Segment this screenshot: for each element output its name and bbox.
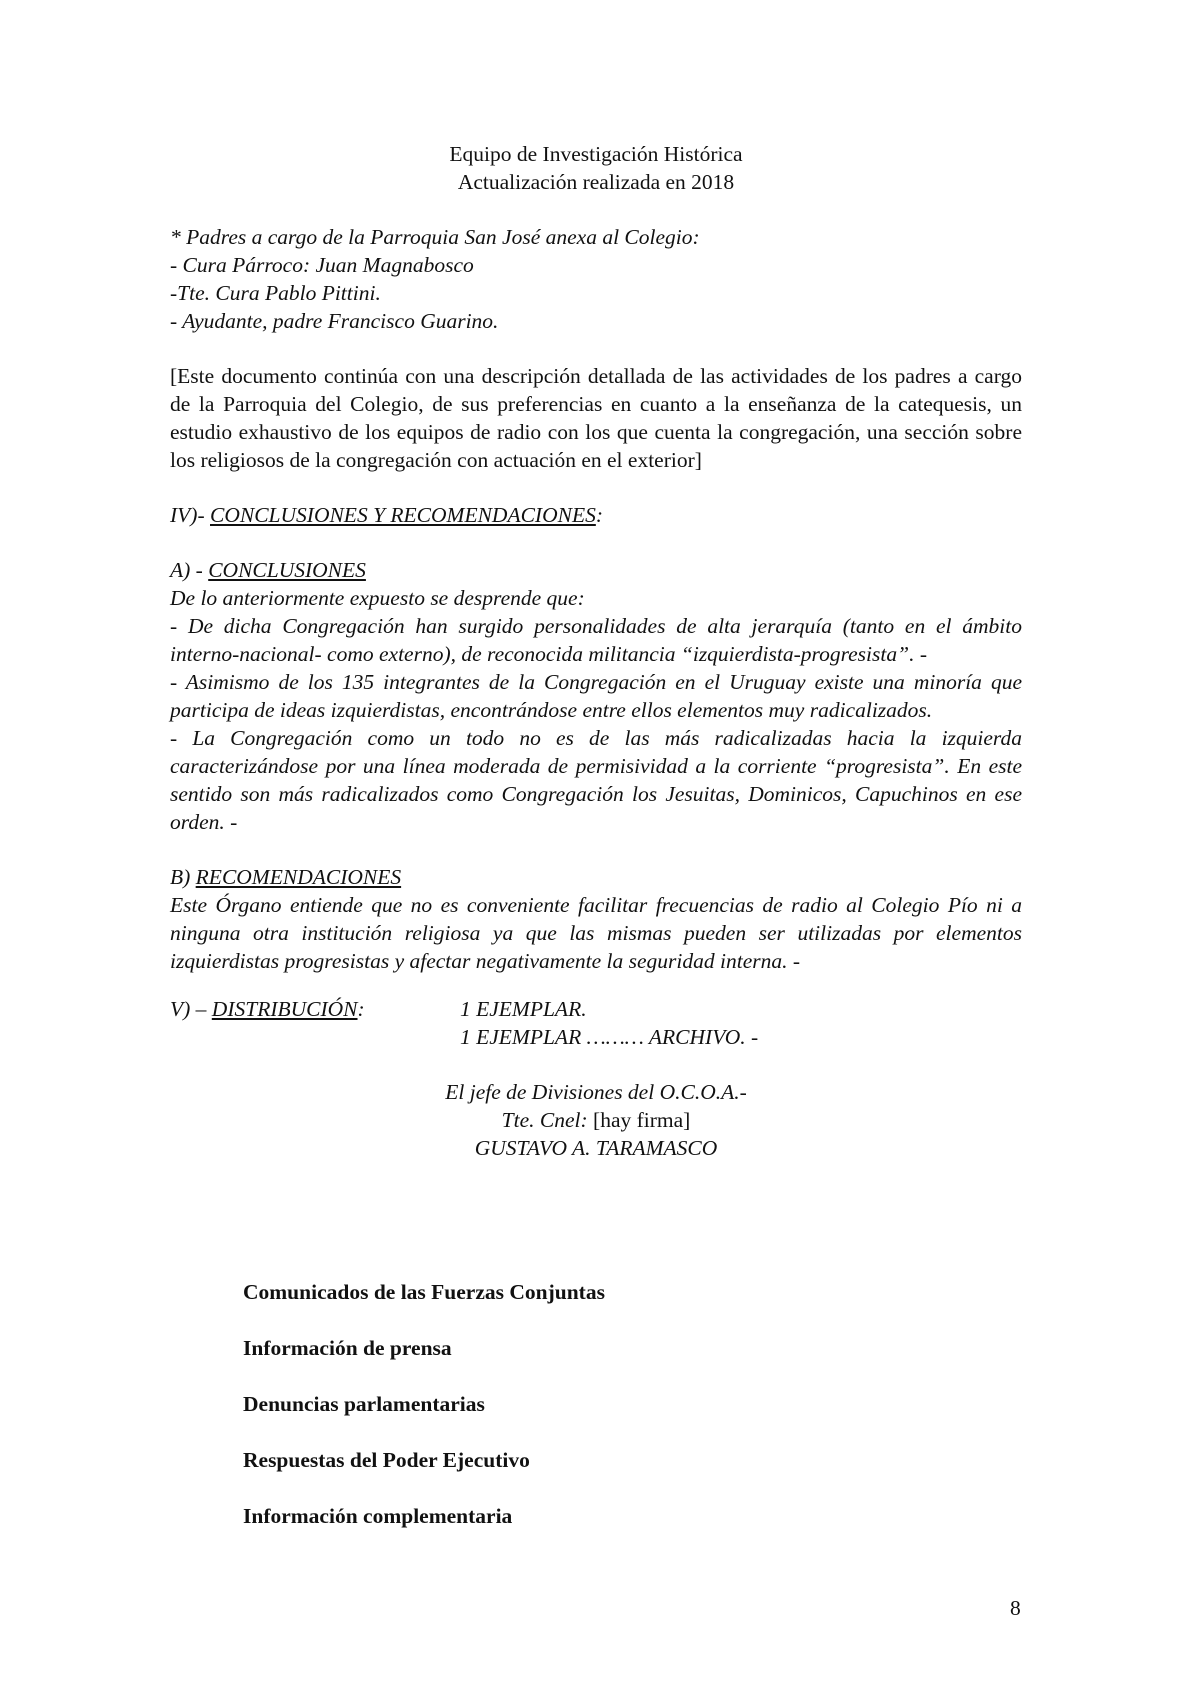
section-iv-heading [170, 501, 1022, 529]
distribution-section [170, 995, 1022, 1051]
conclusions-lead: De lo anteriormente expuesto se desprende que: [170, 586, 585, 610]
distribution-title: DISTRIBUCIÓN [211, 997, 358, 1021]
recommendations-section [170, 863, 1022, 975]
document-body [170, 140, 1022, 1162]
distribution-suffix: : [357, 997, 365, 1021]
distribution-line: 1 EJEMPLAR. [460, 997, 587, 1021]
link-respuestas-ejecutivo[interactable]: Respuestas del Poder Ejecutivo [243, 1448, 530, 1472]
signature-role: El jefe de Divisiones del O.C.O.A.- [445, 1080, 747, 1104]
editorial-note: [Este documento continúa con una descripción detallada de las actividades de los padres a cargo de la Parroquia del Colegio, de sus preferencias en cuanto a la enseñanza de la catequesis, un estudio exhaustivo de los equipos de radio con los que cuenta la congregación, una sección sobre los religiosos de la congregación con actuación en el exterior] [170, 364, 1022, 472]
header-update-note: Actualización realizada en 2018 [457, 170, 735, 194]
section-iv-prefix: IV)- [170, 503, 210, 527]
distribution-heading [170, 995, 460, 1051]
parish-section [170, 223, 1022, 335]
signature-mark: [hay firma] [593, 1108, 691, 1132]
signature-block [170, 1078, 1022, 1162]
recommendations-text: Este Órgano entiende que no es conveniente facilitar frecuencias de radio al Colegio Pío ni a ninguna otra institución religiosa ya que las mismas pueden ser utilizadas por elementos izquierdistas progresistas y afectar negativamente la seguridad interna. - [170, 893, 1022, 973]
parish-item: - Cura Párroco: Juan Magnabosco [170, 253, 474, 277]
link-comunicados[interactable]: Comunicados de las Fuerzas Conjuntas [243, 1280, 605, 1304]
recommendations-title: RECOMENDACIONES [195, 865, 402, 889]
link-informacion-complementaria[interactable]: Información complementaria [243, 1504, 513, 1528]
document-header [170, 140, 1022, 196]
conclusions-heading [170, 556, 1022, 584]
page-number: 8 [1010, 1596, 1021, 1620]
conclusions-title: CONCLUSIONES [208, 558, 366, 582]
parish-item: - Ayudante, padre Francisco Guarino. [170, 309, 499, 333]
conclusions-prefix: A) - [170, 558, 209, 582]
parish-intro: * Padres a cargo de la Parroquia San José anexa al Colegio: [170, 225, 700, 249]
conclusions-section [170, 556, 1022, 836]
parish-item: -Tte. Cura Pablo Pittini. [170, 281, 381, 305]
recommendations-prefix: B) [170, 865, 196, 889]
distribution-prefix: V) – [170, 997, 212, 1021]
signature-rank: Tte. Cnel: [501, 1108, 594, 1132]
navigation-links [243, 1278, 605, 1558]
header-title: Equipo de Investigación Histórica [449, 142, 743, 166]
distribution-line: 1 EJEMPLAR ……… ARCHIVO. - [460, 1025, 759, 1049]
link-denuncias-parlamentarias[interactable]: Denuncias parlamentarias [243, 1392, 485, 1416]
conclusion-paragraph: - De dicha Congregación han surgido personalidades de alta jerarquía (tanto en el ámbito interno-nacional- como externo), de reconocida militancia “izquierdista-progresista”. - [170, 614, 1022, 666]
conclusion-paragraph: - La Congregación como un todo no es de las más radicalizadas hacia la izquierda caracterizándose por una línea moderada de permisividad a la corriente “progresista”. En este sentido son más radicalizados como Congregación los Jesuitas, Dominicos, Capuchinos en ese orden. - [170, 726, 1022, 834]
conclusion-paragraph: - Asimismo de los 135 integrantes de la Congregación en el Uruguay existe una minoría que participa de ideas izquierdistas, encontrándose entre ellos elementos muy radicalizados. [170, 670, 1022, 722]
link-informacion-prensa[interactable]: Información de prensa [243, 1336, 452, 1360]
section-iv-title: CONCLUSIONES Y RECOMENDACIONES [210, 503, 596, 527]
signature-name: GUSTAVO A. TARAMASCO [474, 1136, 718, 1160]
recommendations-heading [170, 863, 1022, 891]
section-iv-suffix: : [595, 503, 603, 527]
